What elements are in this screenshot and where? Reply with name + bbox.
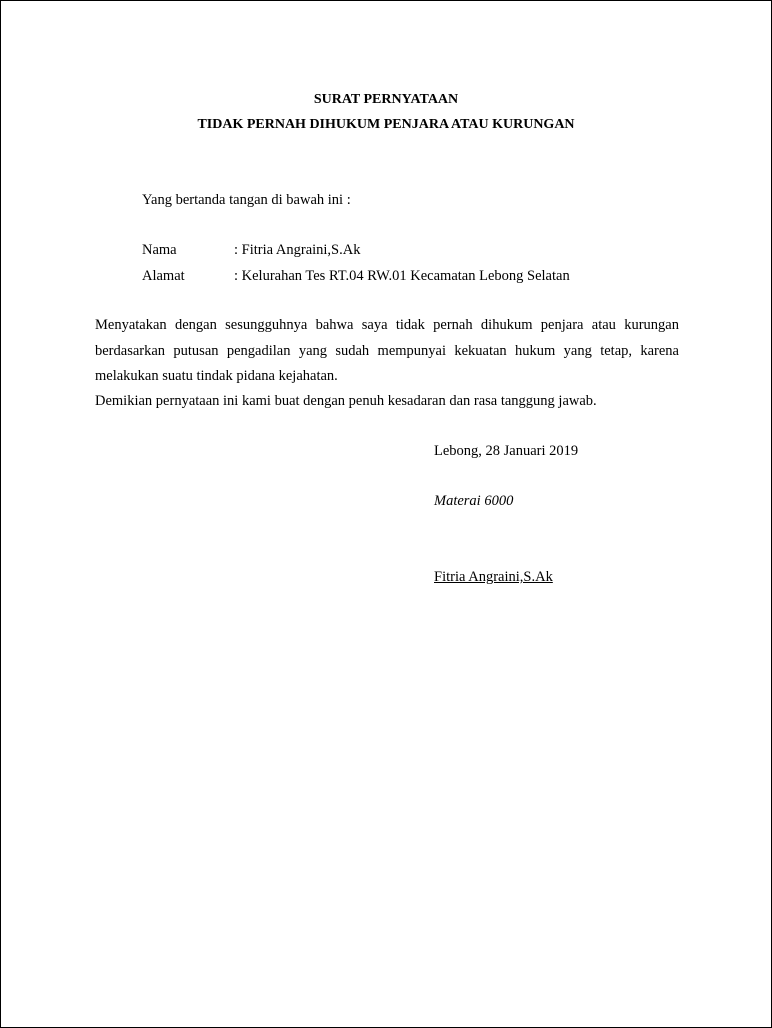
intro-text: Yang bertanda tangan di bawah ini : xyxy=(142,192,351,208)
place-date: Lebong, 28 Januari 2019 xyxy=(434,443,579,459)
document-subtitle: TIDAK PERNAH DIHUKUM PENJARA ATAU KURUNGAN xyxy=(197,117,575,132)
statement-line-1: Menyatakan dengan sesungguhnya bahwa saya tidak pernah dihukum penjara atau kurungan xyxy=(95,317,679,333)
field-value-nama: : Fitria Angraini,S.Ak xyxy=(234,242,361,258)
field-label-alamat: Alamat xyxy=(142,268,185,284)
field-value-alamat: : Kelurahan Tes RT.04 RW.01 Kecamatan Lebong Selatan xyxy=(234,268,570,284)
document-title: SURAT PERNYATAAN xyxy=(313,92,459,107)
statement-line-2: berdasarkan putusan pengadilan yang sudah mempunyai kekuatan hukum yang tetap, karena xyxy=(95,343,679,359)
stamp-placeholder: Materai 6000 xyxy=(434,493,514,509)
statement-line-3: melakukan suatu tindak pidana kejahatan. xyxy=(95,368,338,384)
signatory-name: Fitria Angraini,S.Ak xyxy=(434,569,553,585)
closing-text: Demikian pernyataan ini kami buat dengan penuh kesadaran dan rasa tanggung jawab. xyxy=(95,393,597,409)
field-label-nama: Nama xyxy=(142,242,177,258)
